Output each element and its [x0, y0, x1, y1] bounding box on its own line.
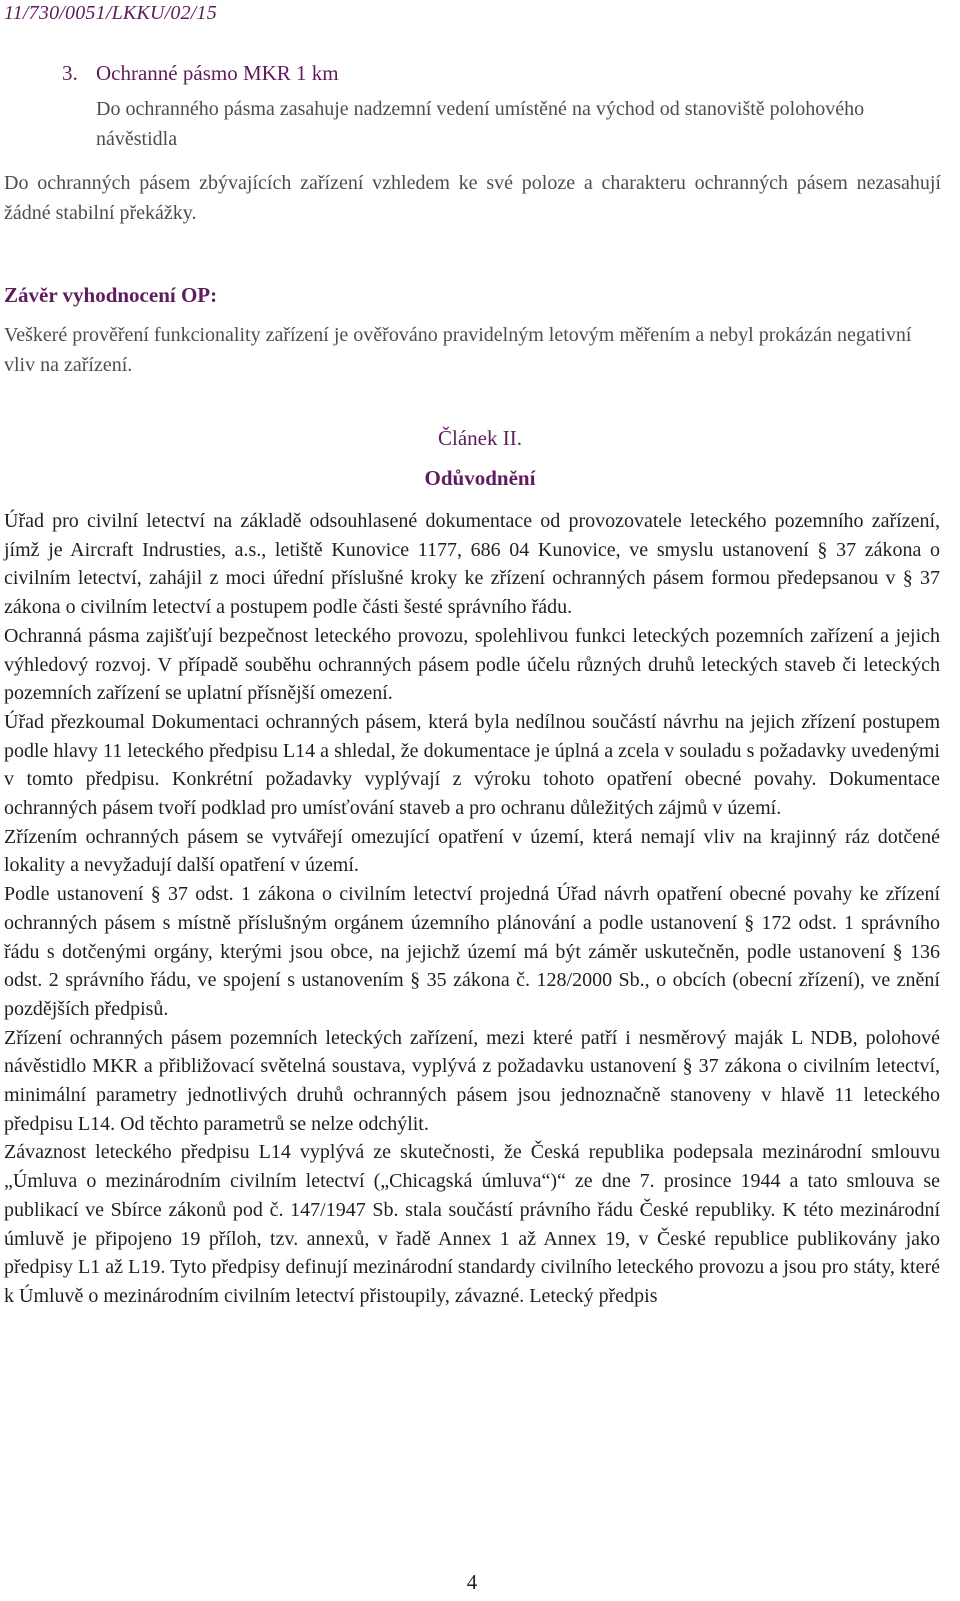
body-text	[4, 507, 940, 1311]
section-paragraph-2: Do ochranných pásem zbývajících zařízení vzhledem ke své poloze a charakteru ochranných pásem nezasahují žádné stabilní překážky.	[4, 172, 941, 224]
conclusion-heading: Závěr vyhodnocení OP:	[4, 283, 218, 307]
conclusion-text: Veškeré prověření funkcionality zařízení je ověřováno pravidelným letovým měřením a nebyl prokázán negativní vliv na zařízení.	[4, 324, 912, 376]
body-paragraph: Úřad přezkoumal Dokumentaci ochranných pásem, která byla nedílnou součástí návrhu na jejich zřízení postupem podle hlavy 11 leteckého předpisu L14 a shledal, že dokumentace je úplná a zcela v souladu s požadavky uvedenými v tomto předpisu. Konkrétní požadavky vyplývají z výroku tohoto opatření obecné povahy. Dokumentace ochranných pásem tvoří podklad pro umísťování staveb a pro ochranu důležitých zájmů v území.	[4, 710, 940, 820]
article-title: Článek II.	[438, 426, 522, 450]
body-paragraph: Podle ustanovení § 37 odst. 1 zákona o civilním letectví projedná Úřad návrh opatření obecné povahy ke zřízení ochranných pásem s místně příslušným orgánem územního plánování a podle ustanovení § 172 odst. 1 správního řádu s dotčenými orgány, kterými jsou obce, na jejichž území má být záměr uskutečněn, podle ustanovení § 136 odst. 2 správního řádu, ve spojení s ustanovením § 35 zákona č. 128/2000 Sb., o obcích (obecní zřízení), ve znění pozdějších předpisů.	[4, 883, 940, 1020]
body-paragraph: Úřad pro civilní letectví na základě odsouhlasené dokumentace od provozovatele leteckého pozemního zařízení, jímž je Aircraft Indrusties, a.s., letiště Kunovice 1177, 686 04 Kunovice, ve smyslu ustanovení § 37 zákona o civilním letectví, zahájil z moci úřední příslušné kroky ke zřízení ochranných pásem formou předepsanou v § 37 zákona o civilním letectví a postupem podle části šesté správního řádu.	[4, 510, 940, 619]
body-paragraph: Závaznost leteckého předpisu L14 vyplývá ze skutečnosti, že Česká republika podepsala mezinárodní smlouvu „Úmluva o mezinárodním civilním letectví („Chicagská úmluva“)“ ze dne 7. prosince 1944 a tato smlouva se publikací ve Sbírce zákonů pod č. 147/1947 Sb. stala součástí právního řádu České republiky. K této mezinárodní úmluvě je připojeno 19 příloh, tzv. annexů, v řadě Annex 1 až Annex 19, v České republice publikovány jako předpisy L1 až L19. Tyto předpisy definují mezinárodní standardy civilního leteckého provozu a jsou pro státy, které k Úmluvě o mezinárodním civilním letectví přistoupily, závazné. Letecký předpis	[4, 1141, 940, 1307]
body-paragraph: Zřízením ochranných pásem se vytvářejí omezující opatření v území, která nemají vliv na krajinný ráz dotčené lokality a nevyžadují další opatření v území.	[4, 825, 940, 877]
section-title: Ochranné pásmo MKR 1 km	[96, 61, 339, 85]
article-subtitle: Odůvodnění	[424, 466, 536, 490]
section-paragraph-1: Do ochranného pásma zasahuje nadzemní vedení umístěné na východ od stanoviště polohového návěstidla	[96, 98, 865, 150]
body-paragraph: Zřízení ochranných pásem pozemních leteckých zařízení, mezi které patří i nesměrový maják L NDB, polohové návěstidlo MKR a přibližovací světelná soustava, vyplývá z požadavku ustanovení § 37 zákona o civilním letectví, minimální parametry jednotlivých druhů ochranných pásem jsou jednoznačně stanoveny v hlavě 11 leteckého předpisu L14. Od těchto parametrů se nelze odchýlit.	[4, 1026, 940, 1135]
section-number: 3.	[62, 61, 78, 85]
document-reference: 11/730/0051/LKKU/02/15	[4, 2, 217, 24]
section-heading	[62, 61, 339, 86]
body-paragraph: Ochranná pásma zajišťují bezpečnost leteckého provozu, spolehlivou funkci leteckých pozemních zařízení a jejich výhledový rozvoj. V případě souběhu ochranných pásem podle účelu různých druhů leteckých staveb či leteckých pozemních zařízení se uplatní přísnější omezení.	[4, 624, 940, 705]
page-number: 4	[466, 1570, 478, 1594]
